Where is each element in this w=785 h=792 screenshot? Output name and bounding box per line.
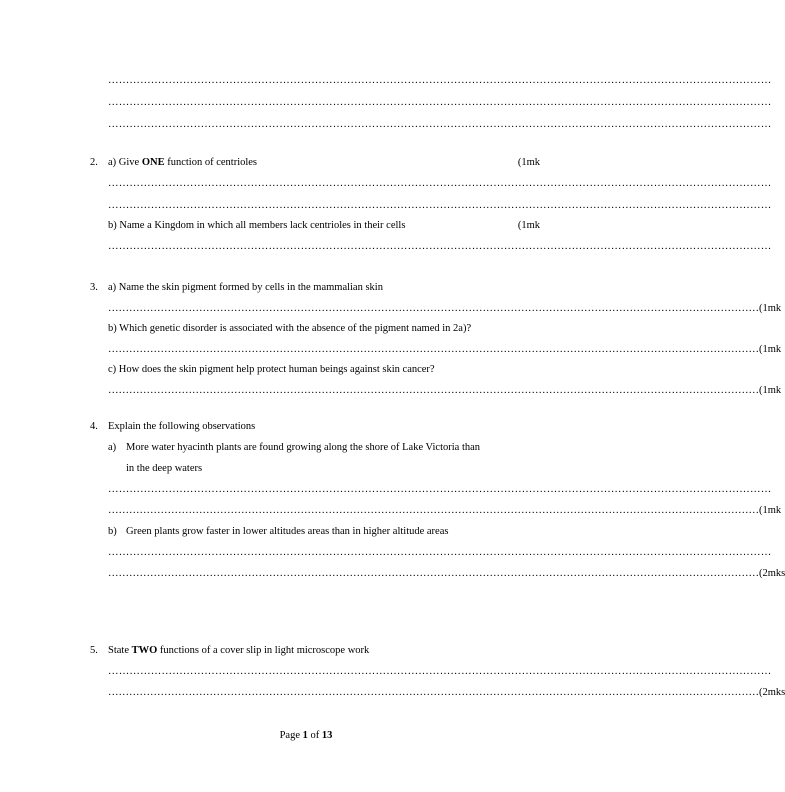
question-number-2: 2. <box>90 157 98 168</box>
question-4b-mark: (2mks <box>759 568 785 579</box>
answer-line-with-mark[interactable]: …………………………………………………………………………………………………………………………………………………………………… (1mk <box>108 303 782 314</box>
question-5-text: State TWO functions of a cover slip in light microscope work <box>108 645 370 656</box>
question-number-5: 5. <box>90 645 98 656</box>
emphasis-one: ONE <box>141 157 165 168</box>
answer-line[interactable]: …………………………………………………………………………………………………………………………………………………………………… <box>108 119 772 130</box>
question-4b-label: b) <box>108 526 117 537</box>
question-3a-mark: (1mk <box>759 303 782 314</box>
question-2a-text: a) Give ONE function of centrioles <box>108 157 258 168</box>
answer-line[interactable]: …………………………………………………………………………………………………………………………………………………………………… <box>108 547 772 558</box>
answer-line[interactable]: …………………………………………………………………………………………………………………………………………………………………… <box>108 200 772 211</box>
answer-line-with-mark[interactable]: …………………………………………………………………………………………………………………………………………………………………… (2mks <box>108 568 785 579</box>
question-5-mark: (2mks <box>759 687 785 698</box>
question-number-4: 4. <box>90 421 98 432</box>
answer-line-with-mark[interactable]: …………………………………………………………………………………………………………………………………………………………………… (1mk <box>108 385 782 396</box>
question-3c-mark: (1mk <box>759 385 782 396</box>
question-3c-text: c) How does the skin pigment help protect human beings against skin cancer? <box>108 364 435 375</box>
answer-line[interactable]: …………………………………………………………………………………………………………………………………………………………………… <box>108 484 772 495</box>
question-3b-text: b) Which genetic disorder is associated with the absence of the pigment named in 2a)? <box>108 323 472 334</box>
question-3b-mark: (1mk <box>759 344 782 355</box>
emphasis-two: TWO <box>131 645 158 656</box>
question-4a-label: a) <box>108 442 117 453</box>
question-2b-text: b) Name a Kingdom in which all members lack centrioles in their cells <box>108 220 406 231</box>
question-4a-mark: (1mk <box>759 505 782 516</box>
answer-line[interactable]: …………………………………………………………………………………………………………………………………………………………………… <box>108 178 772 189</box>
answer-line[interactable]: …………………………………………………………………………………………………………………………………………………………………… <box>108 241 772 252</box>
question-4-intro: Explain the following observations <box>108 421 256 432</box>
question-number-3: 3. <box>90 282 98 293</box>
answer-line[interactable]: …………………………………………………………………………………………………………………………………………………………………… <box>108 75 772 86</box>
page-total: 13 <box>321 730 333 741</box>
question-4a-line-2: in the deep waters <box>126 463 203 474</box>
question-2a-mark: (1mk <box>517 157 540 168</box>
answer-line-with-mark[interactable]: …………………………………………………………………………………………………………………………………………………………………… (1mk <box>108 505 782 516</box>
question-4a-line-1: More water hyacinth plants are found growing along the shore of Lake Victoria than <box>126 442 481 453</box>
question-3a-text: a) Name the skin pigment formed by cells in the mammalian skin <box>108 282 383 293</box>
page-number: 1 <box>302 730 308 741</box>
question-2b-mark: (1mk <box>517 220 540 231</box>
answer-line[interactable]: …………………………………………………………………………………………………………………………………………………………………… <box>108 666 772 677</box>
page-footer: Page 1 of 13 <box>279 730 333 741</box>
answer-line-with-mark[interactable]: …………………………………………………………………………………………………………………………………………………………………… (1mk <box>108 344 782 355</box>
answer-line[interactable]: …………………………………………………………………………………………………………………………………………………………………… <box>108 97 772 108</box>
answer-line-with-mark[interactable]: …………………………………………………………………………………………………………………………………………………………………… (2mks <box>108 687 785 698</box>
question-4b-text: Green plants grow faster in lower altitudes areas than in higher altitude areas <box>126 526 449 537</box>
